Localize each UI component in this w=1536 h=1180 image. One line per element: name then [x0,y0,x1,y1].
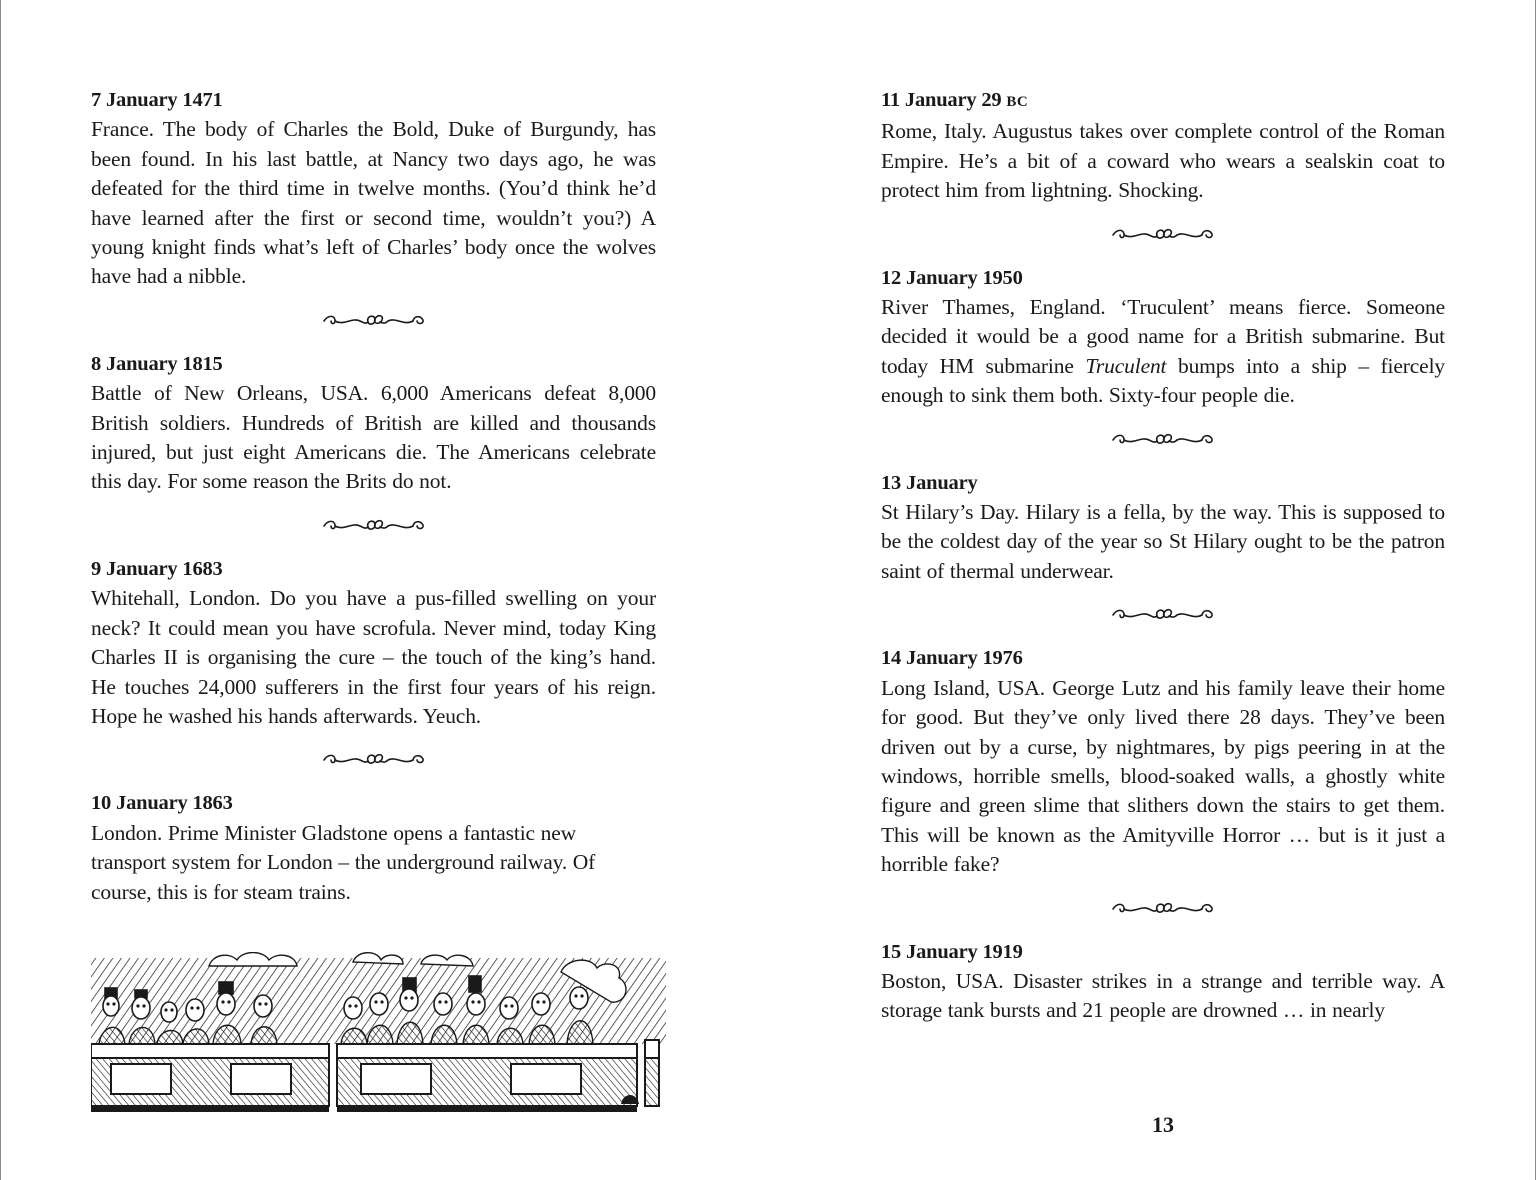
flourish-ornament-icon [1111,900,1215,918]
entry-body: Long Island, USA. George Lutz and his family leave their home for good. But they’ve only lived there 28 days. They’ve been driven out by a curse, by nightmares, by pigs peering in at the windows, horrible smells, blood-soaked walls, a ghostly white figure and green slime that slithers down the stairs to get them. This will be known as the Amityville Horror … but is it just a horrible fake? [881,675,1445,877]
entry-10-january [91,789,656,907]
entry-12-january [881,264,1445,411]
entry-body: St Hilary’s Day. Hilary is a fella, by the way. This is supposed to be the coldest day of the year so St Hilary ought to be the patron saint of thermal underwear. [881,500,1445,583]
entry-date: 14 January 1976 [881,647,1023,670]
entry-7-january [91,86,656,292]
flourish-ornament-icon [1111,431,1215,449]
entry-body: London. Prime Minister Gladstone opens a fantastic new transport system for London – the underground railway. Of course, this is for steam trains. [91,820,596,904]
flourish-ornament-icon [91,497,656,555]
page-frame-left [0,0,1,1180]
entry-date: 12 January 1950 [881,266,1023,289]
entry-date: 7 January 1471 [91,89,223,111]
flourish-ornament-icon [1111,606,1215,624]
flourish-ornament-icon [881,411,1445,469]
entry-date [881,86,1445,117]
train-passengers-illustration [91,952,666,1112]
flourish-ornament-icon [322,312,426,330]
entry-body: Boston, USA. Disaster strikes in a strange and terrible way. A storage tank bursts and 21 people are drowned … in nearly [881,968,1445,1023]
flourish-ornament-icon [322,751,426,769]
flourish-ornament-icon [1111,226,1215,244]
left-page-column [91,86,656,907]
entry-date: 8 January 1815 [91,352,223,375]
entry-date-era: BC [1006,94,1029,110]
right-page-column [881,86,1445,1026]
entry-date: 15 January 1919 [881,940,1023,963]
entry-date: 13 January [881,471,978,494]
entry-15-january [881,938,1445,1026]
flourish-ornament-icon [881,586,1445,644]
entry-body-text: bumps into a ship – fiercely enough to sink them both. Sixty-four people die. [881,353,1445,408]
entry-body [881,293,1445,411]
entry-13-january [881,469,1445,587]
entry-body: Whitehall, London. Do you have a pus-filled swelling on your neck? It could mean you have scrofula. Never mind, today King Charles II is organising the cure – the touch of the king’s hand. He touches 24,000 sufferers in the first four years of his reign. Hope he washed his hands afterwards. Yeuch. [91,586,656,728]
entry-date: 9 January 1683 [91,557,223,580]
entry-11-january [881,86,1445,206]
flourish-ornament-icon [91,731,656,789]
entry-date: 10 January 1863 [91,792,233,815]
flourish-ornament-icon [91,292,656,350]
flourish-ornament-icon [322,517,426,535]
entry-8-january [91,350,656,497]
flourish-ornament-icon [881,206,1445,264]
entry-9-january [91,555,656,731]
entry-body-text: River Thames, England. ‘Truculent’ means fierce. Someone decided it would be a good name for a British submarine. But today HM submarine [881,295,1445,378]
submarine-name: Truculent [1085,353,1167,378]
page-number: 13 [1152,1112,1174,1137]
flourish-ornament-icon [881,880,1445,938]
entry-14-january [881,644,1445,879]
entry-body: Battle of New Orleans, USA. 6,000 Americans defeat 8,000 British soldiers. Hundreds of British are killed and thousands injured, but just eight Americans die. The Americans celebrate this day. For some reason the Brits do not. [91,381,656,494]
entry-body: France. The body of Charles the Bold, Duke of Burgundy, has been found. In his last battle, at Nancy two days ago, he was defeated for the third time in twelve months. (You’d think he’d have learned after the first or second time, wouldn’t you?) A young knight finds what’s left of Charles’ body once the wolves have had a nibble. [91,117,656,289]
entry-body: Rome, Italy. Augustus takes over complete control of the Roman Empire. He’s a bit of a coward who wears a sealskin coat to protect him from lightning. Shocking. [881,119,1445,203]
entry-date-text: 11 January 29 [881,89,1002,111]
